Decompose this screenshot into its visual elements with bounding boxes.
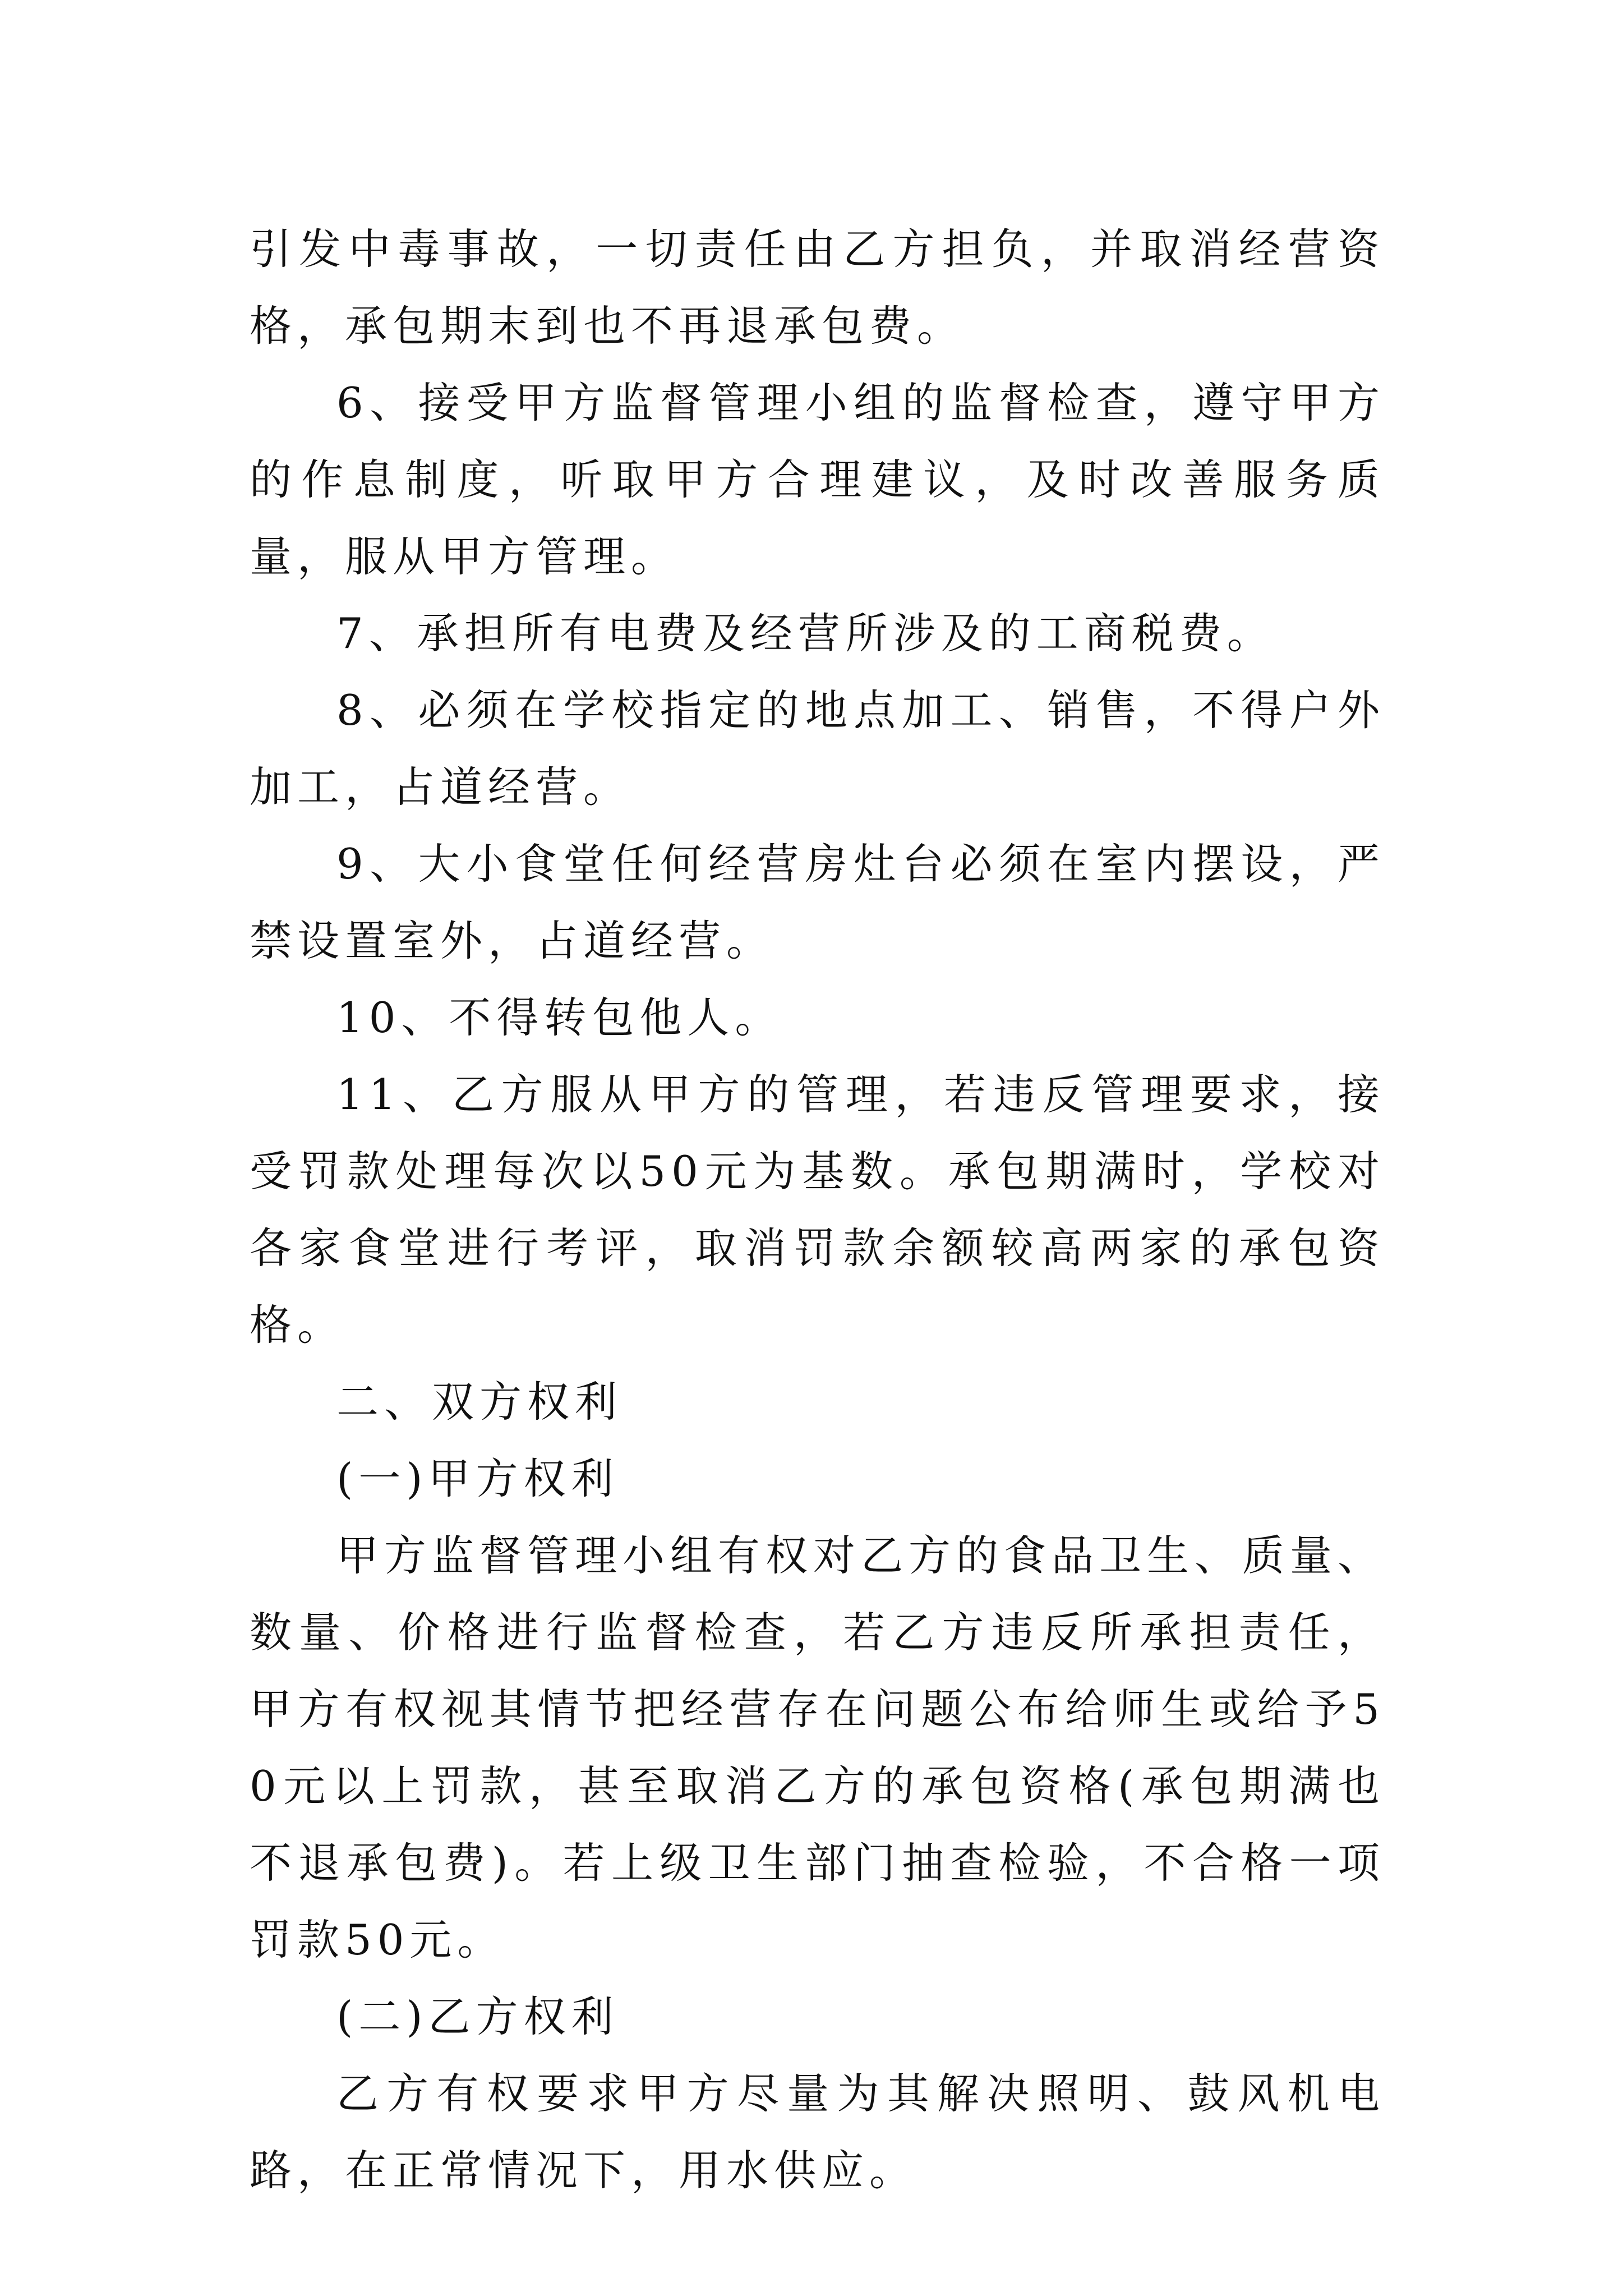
paragraph-item-9: 9、大小食堂任何经营房灶台必须在室内摆设，严禁设置室外，占道经营。: [250, 839, 1385, 965]
section-heading-rights: 二、双方权利: [336, 1377, 623, 1427]
paragraph-item-11: 11、乙方服从甲方的管理，若违反管理要求，接受罚款处理每次以50元为基数。承包期满时，学校对各家食堂进行考评，取消罚款余额较高两家的承包资格。: [250, 1070, 1385, 1350]
paragraph-party-b-rights: 乙方有权要求甲方尽量为其解决照明、鼓风机电路，在正常情况下，用水供应。: [250, 2069, 1385, 2195]
paragraph-1: 引发中毒事故，一切责任由乙方担负，并取消经营资格，承包期末到也不再退承包费。: [250, 224, 1385, 351]
subheading-party-a-rights: (一)甲方权利: [336, 1454, 619, 1503]
paragraph-item-10: 10、不得转包他人。: [336, 993, 783, 1042]
subheading-party-b-rights: (二)乙方权利: [336, 1992, 619, 2041]
paragraph-item-8: 8、必须在学校指定的地点加工、销售，不得户外加工，占道经营。: [250, 685, 1385, 812]
paragraph-item-7: 7、承担所有电费及经营所涉及的工商税费。: [336, 609, 1275, 658]
paragraph-party-a-rights: 甲方监督管理小组有权对乙方的食品卫生、质量、数量、价格进行监督检查，若乙方违反所承担责任，甲方有权视其情节把经营存在问题公布给师生或给予50元以上罚款，甚至取消乙方的承包资格(承包期满也不退承包费)。若上级卫生部门抽查检验，不合格一项罚款50元。: [250, 1531, 1386, 1964]
document-body: [250, 211, 1385, 2209]
paragraph-item-6: 6、接受甲方监督管理小组的监督检查，遵守甲方的作息制度，听取甲方合理建议，及时改善服务质量，服从甲方管理。: [250, 378, 1385, 581]
